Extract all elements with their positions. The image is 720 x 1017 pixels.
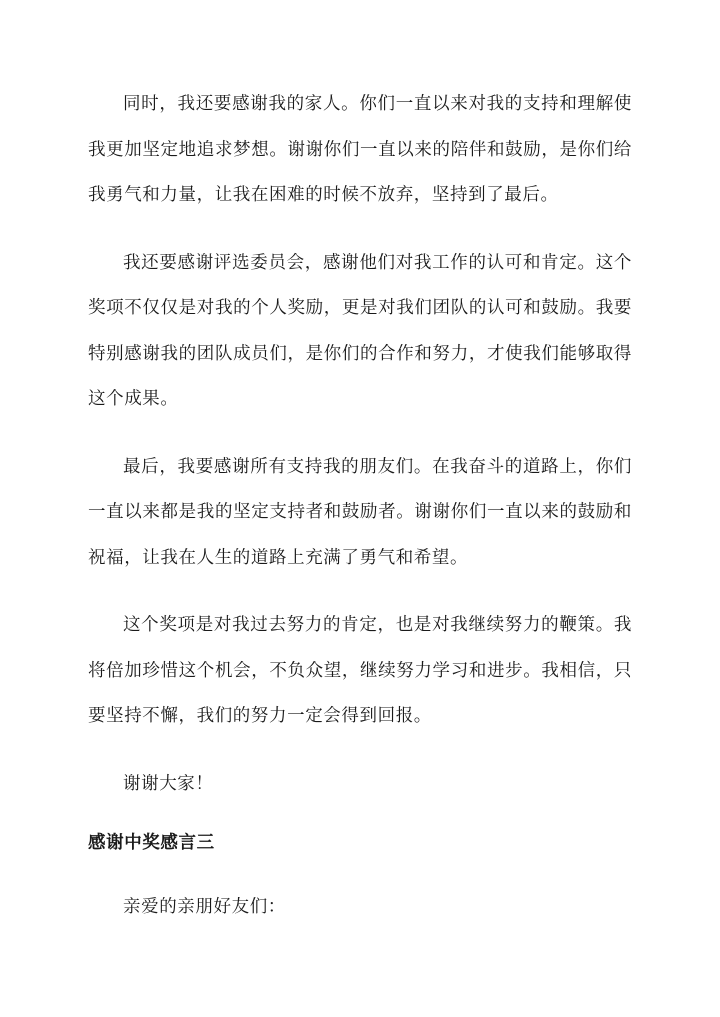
- paragraph-friends-thanks: 最后，我要感谢所有支持我的朋友们。在我奋斗的道路上，你们一直以来都是我的坚定支持者和鼓励者。谢谢你们一直以来的鼓励和祝福，让我在人生的道路上充满了勇气和希望。: [88, 456, 632, 568]
- paragraph-family-thanks: 同时，我还要感谢我的家人。你们一直以来对我的支持和理解使我更加坚定地追求梦想。谢谢你们一直以来的陪伴和鼓励，是你们给我勇气和力量，让我在困难的时候不放弃，坚持到了最后。: [88, 94, 632, 205]
- paragraph-award-meaning: 这个奖项是对我过去努力的肯定，也是对我继续努力的鞭策。我将倍加珍惜这个机会，不负众望，继续努力学习和进步。我相信，只要坚持不懈，我们的努力一定会得到回报。: [88, 615, 632, 726]
- greeting-line: 亲爱的亲朋好友们：: [123, 896, 286, 917]
- document-page: [88, 82, 632, 930]
- paragraph-committee-thanks: 我还要感谢评选委员会，感谢他们对我工作的认可和肯定。这个奖项不仅仅是对我的个人奖励，更是对我们团队的认可和鼓励。我要特别感谢我的团队成员们，是你们的合作和努力，才使我们能够取得这个成果。: [88, 252, 632, 409]
- section-heading: 感谢中奖感言三: [88, 833, 215, 853]
- closing-thanks: 谢谢大家！: [123, 773, 214, 794]
